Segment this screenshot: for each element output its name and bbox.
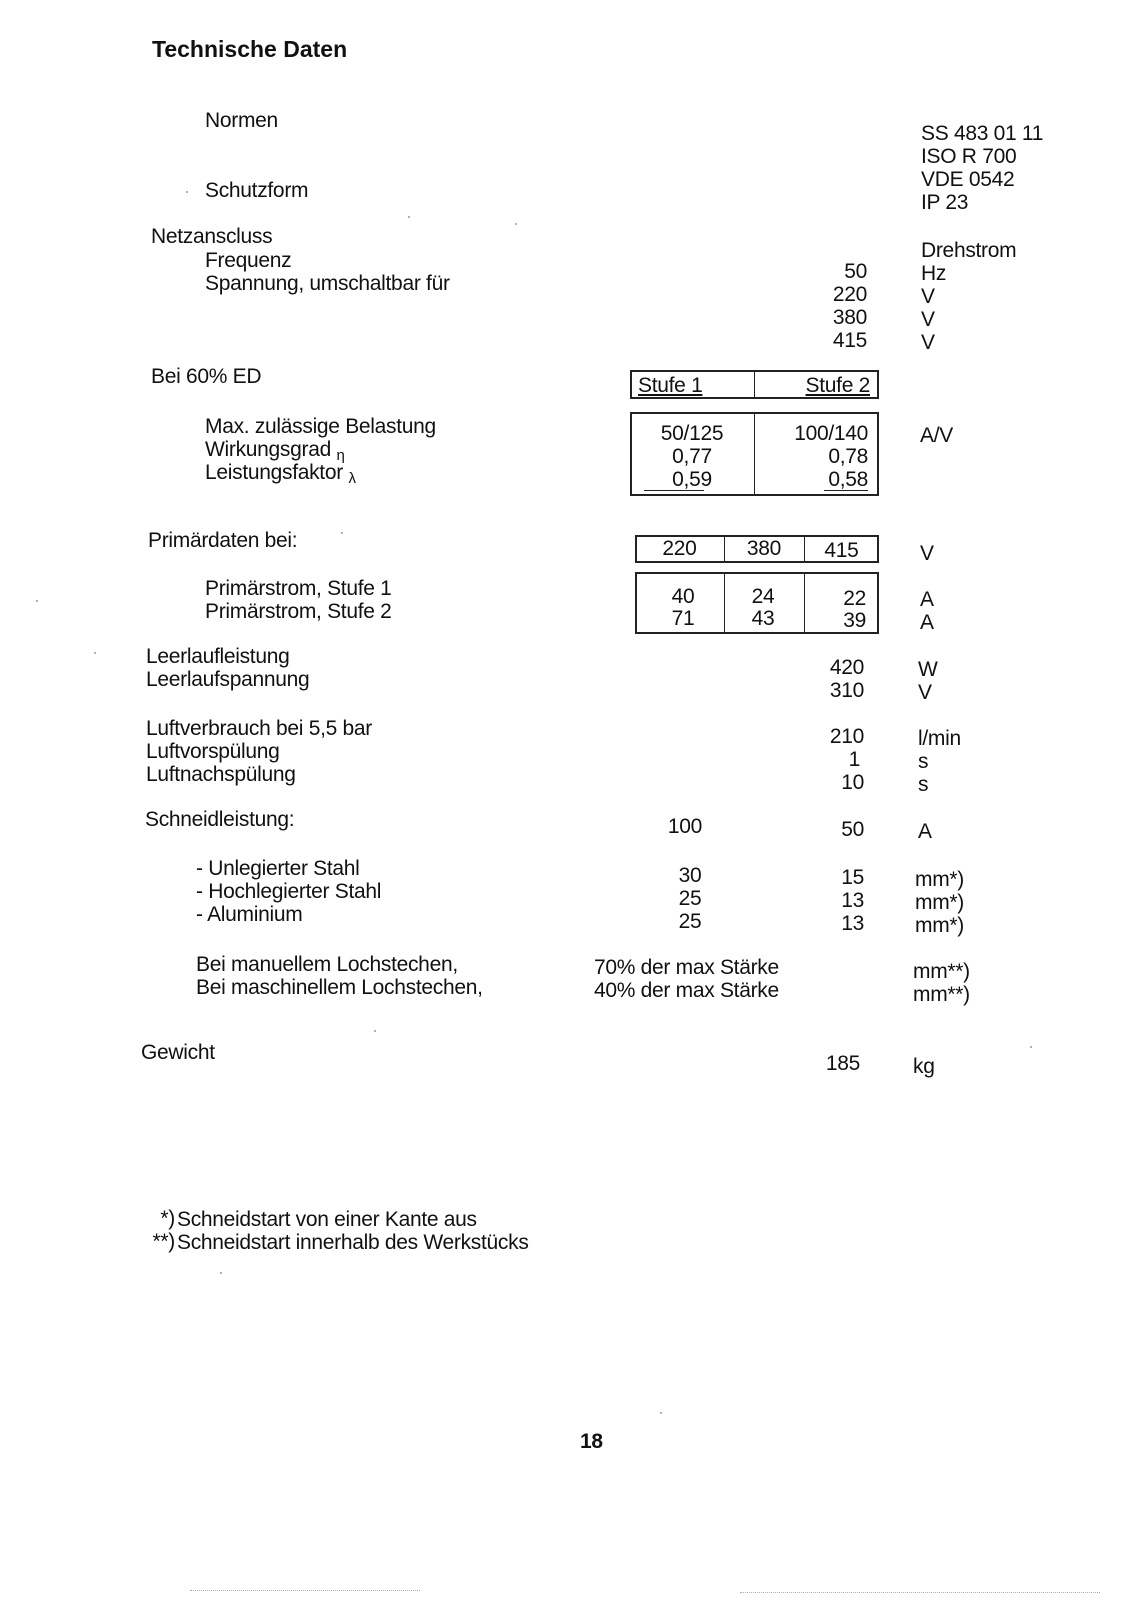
schneid-row-unit: mm*) xyxy=(915,868,964,891)
footnote-mark: **) xyxy=(152,1230,175,1253)
frequenz-unit: Hz xyxy=(921,262,947,285)
scan-speck xyxy=(220,1272,222,1274)
luft-unit: s xyxy=(918,750,929,773)
primaer-cell: 39 xyxy=(843,609,866,632)
ed-row-label: Max. zulässige Belastung xyxy=(205,415,436,438)
ed-row-label: Leistungsfaktor λ xyxy=(205,461,356,487)
primaer-voltage-unit: V xyxy=(920,542,934,565)
loch-value: 70% der max Stärke xyxy=(594,956,779,979)
luft-value: 1 xyxy=(848,748,860,771)
schneid-v2: 15 xyxy=(841,866,864,889)
spannung-unit-1: V xyxy=(921,285,935,308)
schutzform-label: Schutzform xyxy=(205,179,309,202)
ed-row-label: Wirkungsgrad η xyxy=(205,438,345,464)
footnote-text: Schneidstart innerhalb des Werkstücks xyxy=(177,1231,529,1254)
ed-cell: 0,59 xyxy=(672,468,712,491)
frequenz-label: Frequenz xyxy=(205,249,292,272)
underline xyxy=(644,490,704,491)
primaer-cell: 43 xyxy=(751,607,775,630)
scan-speck xyxy=(186,191,188,193)
schneid-label: Schneidleistung: xyxy=(145,808,295,831)
primaer-label: Primärdaten bei: xyxy=(148,529,298,552)
frequenz-value: 50 xyxy=(844,260,867,283)
primaer-cell: 24 xyxy=(751,585,775,608)
loch-label: Bei maschinellem Lochstechen, xyxy=(196,976,483,999)
scan-speck xyxy=(341,532,343,534)
primaer-row-label: Primärstrom, Stufe 2 xyxy=(205,600,392,623)
primaer-row-unit: A xyxy=(920,611,934,634)
scan-speck xyxy=(94,652,96,654)
ed-cell: 0,78 xyxy=(828,445,868,468)
scan-speck xyxy=(515,223,517,225)
footnote-mark: *) xyxy=(160,1207,175,1230)
schneid-unit: A xyxy=(918,820,932,843)
primaer-row-label: Primärstrom, Stufe 1 xyxy=(205,577,392,600)
spannung-unit-3: V xyxy=(921,331,935,354)
eta-symbol: η xyxy=(336,447,345,464)
ed-cell: 100/140 xyxy=(794,422,868,445)
ed-header-stufe1: Stufe 1 xyxy=(638,374,703,397)
normen-value-3: VDE 0542 xyxy=(921,168,1015,191)
spannung-label: Spannung, umschaltbar für xyxy=(205,272,450,295)
schneid-v2: 13 xyxy=(841,912,864,935)
scan-speck xyxy=(1030,1046,1032,1048)
scan-speck xyxy=(408,216,410,218)
primaer-voltage: 220 xyxy=(662,537,697,560)
loch-unit: mm**) xyxy=(913,960,970,983)
scan-edge xyxy=(740,1592,1100,1593)
underline xyxy=(824,490,868,491)
schneid-v2: 13 xyxy=(841,889,864,912)
ed-unit: A/V xyxy=(920,424,953,447)
schneid-row-label: - Unlegierter Stahl xyxy=(196,857,360,880)
leerlauf-unit: W xyxy=(918,658,938,681)
scan-speck xyxy=(660,1412,662,1414)
leerlauf-unit: V xyxy=(918,681,932,704)
schneid-row-label: - Hochlegierter Stahl xyxy=(196,880,382,903)
ed-label: Bei 60% ED xyxy=(151,365,262,388)
luft-unit: l/min xyxy=(918,727,961,750)
normen-value-2: ISO R 700 xyxy=(921,145,1017,168)
gewicht-value: 185 xyxy=(825,1052,860,1075)
spannung-unit-2: V xyxy=(921,308,935,331)
loch-label: Bei manuellem Lochstechen, xyxy=(196,953,458,976)
leerlauf-label: Leerlaufspannung xyxy=(146,668,310,691)
footnote-text: Schneidstart von einer Kante aus xyxy=(177,1208,477,1231)
schneid-col2: 50 xyxy=(841,818,864,841)
scan-edge xyxy=(190,1590,420,1591)
scan-speck xyxy=(374,1030,376,1032)
ed-cell: 0,77 xyxy=(672,445,712,468)
schneid-row-unit: mm*) xyxy=(915,891,964,914)
luft-label: Luftvorspülung xyxy=(146,740,280,763)
schutzform-value: IP 23 xyxy=(921,191,969,214)
primaer-row-unit: A xyxy=(920,588,934,611)
primaer-cell: 40 xyxy=(671,585,695,608)
primaer-cell: 71 xyxy=(671,607,695,630)
luft-unit: s xyxy=(918,773,929,796)
spannung-value-3: 415 xyxy=(832,329,867,352)
loch-unit: mm**) xyxy=(913,983,970,1006)
luft-value: 10 xyxy=(841,771,864,794)
leerlauf-value: 420 xyxy=(829,656,864,679)
gewicht-label: Gewicht xyxy=(141,1041,215,1064)
normen-label: Normen xyxy=(205,109,278,132)
schneid-v1: 25 xyxy=(678,887,702,910)
primaer-voltage: 380 xyxy=(746,537,782,560)
page-number: 18 xyxy=(580,1430,603,1453)
spannung-value-1: 220 xyxy=(832,283,867,306)
leerlauf-label: Leerlaufleistung xyxy=(146,645,290,668)
ed-header-stufe2: Stufe 2 xyxy=(805,374,870,397)
schneid-col1: 100 xyxy=(667,815,703,838)
primaer-values-divider xyxy=(724,572,725,634)
spannung-value-2: 380 xyxy=(832,306,867,329)
ed-header-divider xyxy=(754,370,755,399)
schneid-v1: 30 xyxy=(678,864,702,887)
primaer-voltage: 415 xyxy=(824,539,859,562)
page-title: Technische Daten xyxy=(152,36,348,62)
schneid-v1: 25 xyxy=(678,910,702,933)
leerlauf-value: 310 xyxy=(829,679,864,702)
ed-cell: 50/125 xyxy=(660,422,724,445)
schneid-row-unit: mm*) xyxy=(915,914,964,937)
schneid-row-label: - Aluminium xyxy=(196,903,303,926)
netz-type: Drehstrom xyxy=(921,239,1017,262)
loch-value: 40% der max Stärke xyxy=(594,979,779,1002)
lambda-symbol: λ xyxy=(348,470,356,487)
gewicht-unit: kg xyxy=(913,1055,935,1078)
luft-label: Luftnachspülung xyxy=(146,763,296,786)
luft-label: Luftverbrauch bei 5,5 bar xyxy=(146,717,372,740)
primaer-cell: 22 xyxy=(843,587,866,610)
scan-speck xyxy=(36,600,38,602)
normen-value-1: SS 483 01 11 xyxy=(921,122,1044,145)
netz-label: Netzansclus​s xyxy=(151,225,273,248)
luft-value: 210 xyxy=(829,725,864,748)
ed-cell: 0,58 xyxy=(828,468,868,491)
